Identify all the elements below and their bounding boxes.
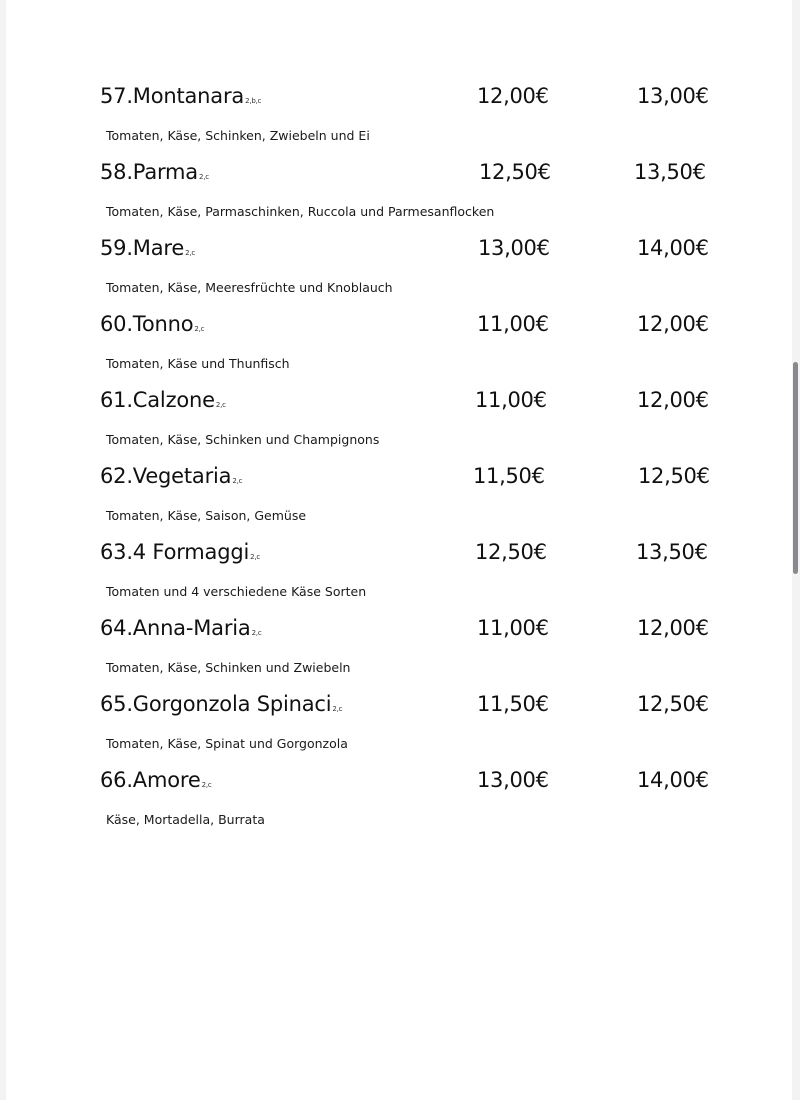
item-description: Tomaten, Käse, Parmaschinken, Ruccola und Parmesanflocken [106,204,495,219]
item-description: Tomaten und 4 verschiedene Käse Sorten [106,584,367,599]
price-large: 12,00€ [637,616,709,640]
item-name: 65.Gorgonzola Spinaci2,c [100,692,343,716]
price-large: 14,00€ [637,236,709,260]
price-small: 12,50€ [475,540,547,564]
item-name: 57.Montanara2,b,c [100,84,262,108]
allergen-codes: 2,c [332,705,343,713]
price-small: 12,50€ [479,160,551,184]
item-description: Tomaten, Käse, Spinat und Gorgonzola [106,736,348,751]
price-small: 11,50€ [473,464,545,488]
price-large: 13,00€ [637,84,709,108]
item-description: Tomaten, Käse, Meeresfrüchte und Knoblauch [106,280,393,295]
allergen-codes: 2,c [201,781,212,789]
allergen-codes: 2,c [185,249,196,257]
menu-page [6,0,792,1100]
vertical-scrollbar[interactable] [793,362,798,574]
item-description: Tomaten, Käse und Thunfisch [106,356,290,371]
item-name: 61.Calzone2,c [100,388,226,412]
price-small: 13,00€ [478,236,550,260]
pizza-menu-list [100,84,740,844]
allergen-codes: 2,c [215,401,226,409]
price-small: 13,00€ [477,768,549,792]
menu-item [100,160,740,236]
price-small: 11,00€ [477,312,549,336]
menu-item [100,692,740,768]
allergen-codes: 2,c [194,325,205,333]
menu-item [100,388,740,464]
menu-item [100,236,740,312]
price-small: 12,00€ [477,84,549,108]
menu-item [100,84,740,160]
menu-item [100,312,740,388]
menu-item [100,540,740,616]
item-description: Tomaten, Käse, Schinken und Zwiebeln [106,660,351,675]
allergen-codes: 2,c [198,173,209,181]
item-description: Tomaten, Käse, Saison, Gemüse [106,508,307,523]
price-large: 12,50€ [637,692,709,716]
item-description: Käse, Mortadella, Burrata [106,812,265,827]
menu-item [100,616,740,692]
item-name: 64.Anna-Maria2,c [100,616,262,640]
price-large: 13,50€ [636,540,708,564]
item-name: 59.Mare2,c [100,236,196,260]
price-large: 12,00€ [637,388,709,412]
item-name: 66.Amore2,c [100,768,212,792]
menu-item [100,768,740,844]
item-name: 58.Parma2,c [100,160,209,184]
allergen-codes: 2,c [250,553,261,561]
item-name: 63.4 Formaggi2,c [100,540,261,564]
item-name: 62.Vegetaria2,c [100,464,243,488]
price-large: 13,50€ [634,160,706,184]
item-name: 60.Tonno2,c [100,312,205,336]
allergen-codes: 2,b,c [245,97,262,105]
item-description: Tomaten, Käse, Schinken, Zwiebeln und Ei [106,128,370,143]
price-large: 14,00€ [637,768,709,792]
menu-item [100,464,740,540]
price-small: 11,00€ [475,388,547,412]
price-large: 12,50€ [638,464,710,488]
item-description: Tomaten, Käse, Schinken und Champignons [106,432,380,447]
price-large: 12,00€ [637,312,709,336]
allergen-codes: 2,c [232,477,243,485]
allergen-codes: 2,c [251,629,262,637]
price-small: 11,50€ [477,692,549,716]
price-small: 11,00€ [477,616,549,640]
